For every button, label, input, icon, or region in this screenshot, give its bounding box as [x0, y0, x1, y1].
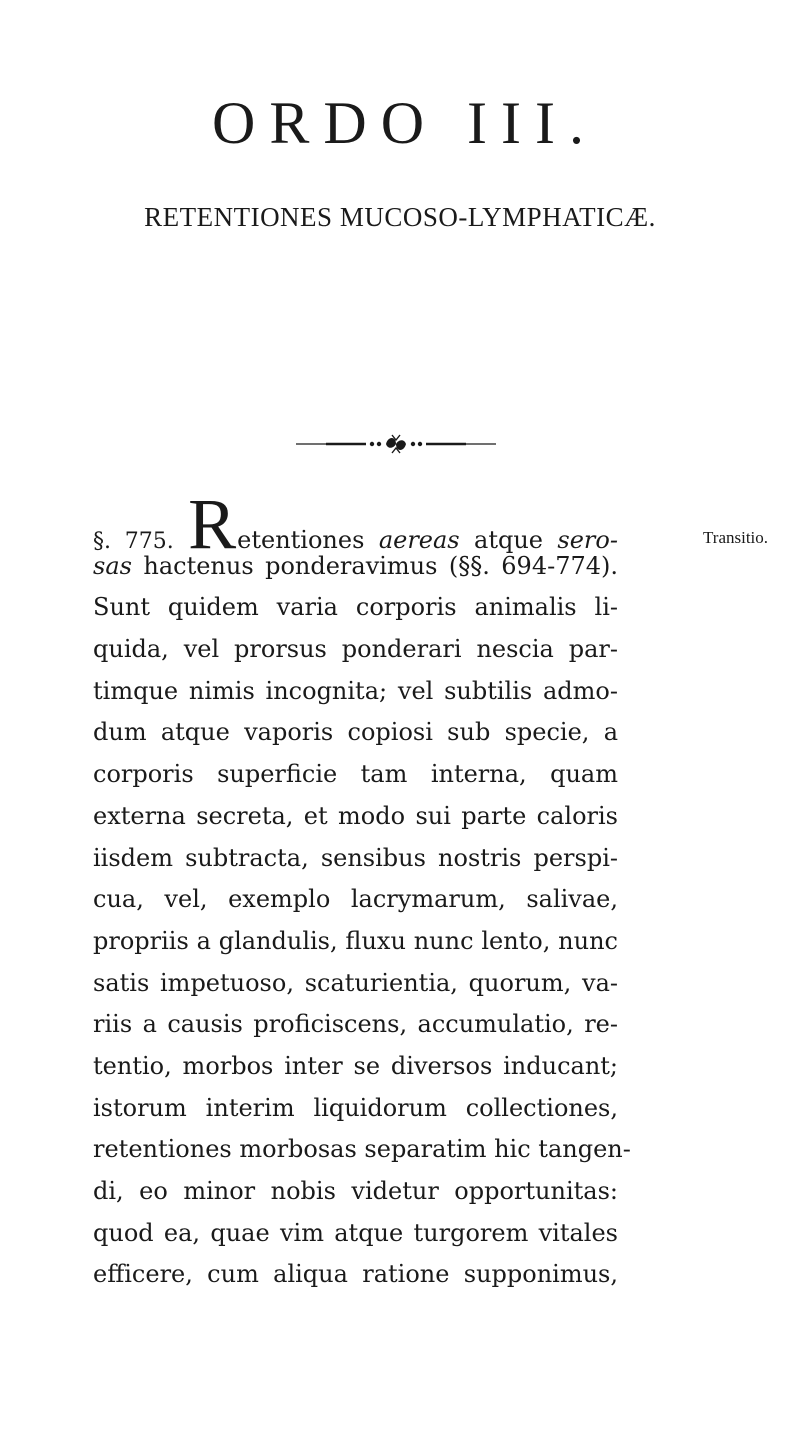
text-line: timque nimis incognita; vel subtilis admo-	[93, 676, 618, 705]
paragraph	[93, 484, 631, 1296]
margin-note: Transitio.	[703, 528, 769, 547]
text-line: propriis a glandulis, fluxu nunc lento, nunc	[93, 926, 618, 955]
section-number: §. 775.	[93, 529, 174, 554]
text-line: dum atque vaporis copiosi sub specie, a	[93, 718, 618, 747]
text-line: istorum interim liquidorum collectiones,	[93, 1093, 618, 1122]
text-line: corporis superficie tam interna, quam	[93, 760, 618, 789]
italic-word: sero-	[557, 526, 618, 554]
text-line: efficere, cum aliqua ratione supponimus,	[93, 1260, 618, 1289]
section-subtitle: RETENTIONES MUCOSO-LYMPHATICÆ.	[144, 202, 656, 232]
first-word: Retentiones	[188, 484, 365, 564]
text-line: Sunt quidem varia corporis animalis li-	[93, 593, 618, 622]
text-line: externa secreta, et modo sui parte caloris	[93, 801, 618, 830]
text-line: satis impetuoso, scaturientia, quorum, va-	[93, 968, 618, 997]
text-line: riis a causis proficiscens, accumulatio, re-	[93, 1010, 618, 1039]
text-line: cua, vel, exemplo lacrymarum, salivae,	[93, 885, 618, 914]
text-line: iisdem subtracta, sensibus nostris perspi-	[93, 843, 618, 872]
text-line: retentiones morbosas separatim hic tangen-	[93, 1135, 631, 1164]
text-line: quida, vel prorsus ponderari nescia par-	[93, 635, 618, 664]
italic-word: sas	[93, 551, 132, 580]
text-line: quod ea, quae vim atque turgorem vitales	[93, 1218, 618, 1247]
text-line: §. 775. Retentiones aereas atque sero-	[93, 484, 618, 564]
drop-cap: R	[188, 484, 237, 564]
italic-word: aereas	[378, 526, 460, 554]
text-line: tentio, morbos inter se diversos inducant;	[93, 1051, 618, 1080]
order-title: ORDO III.	[212, 90, 598, 156]
decorative-rule-icon	[296, 432, 496, 456]
text-line: di, eo minor nobis videtur opportunitas:	[93, 1177, 618, 1205]
text-line: sas hactenus ponderavimus (§§. 694-774).	[93, 551, 618, 580]
